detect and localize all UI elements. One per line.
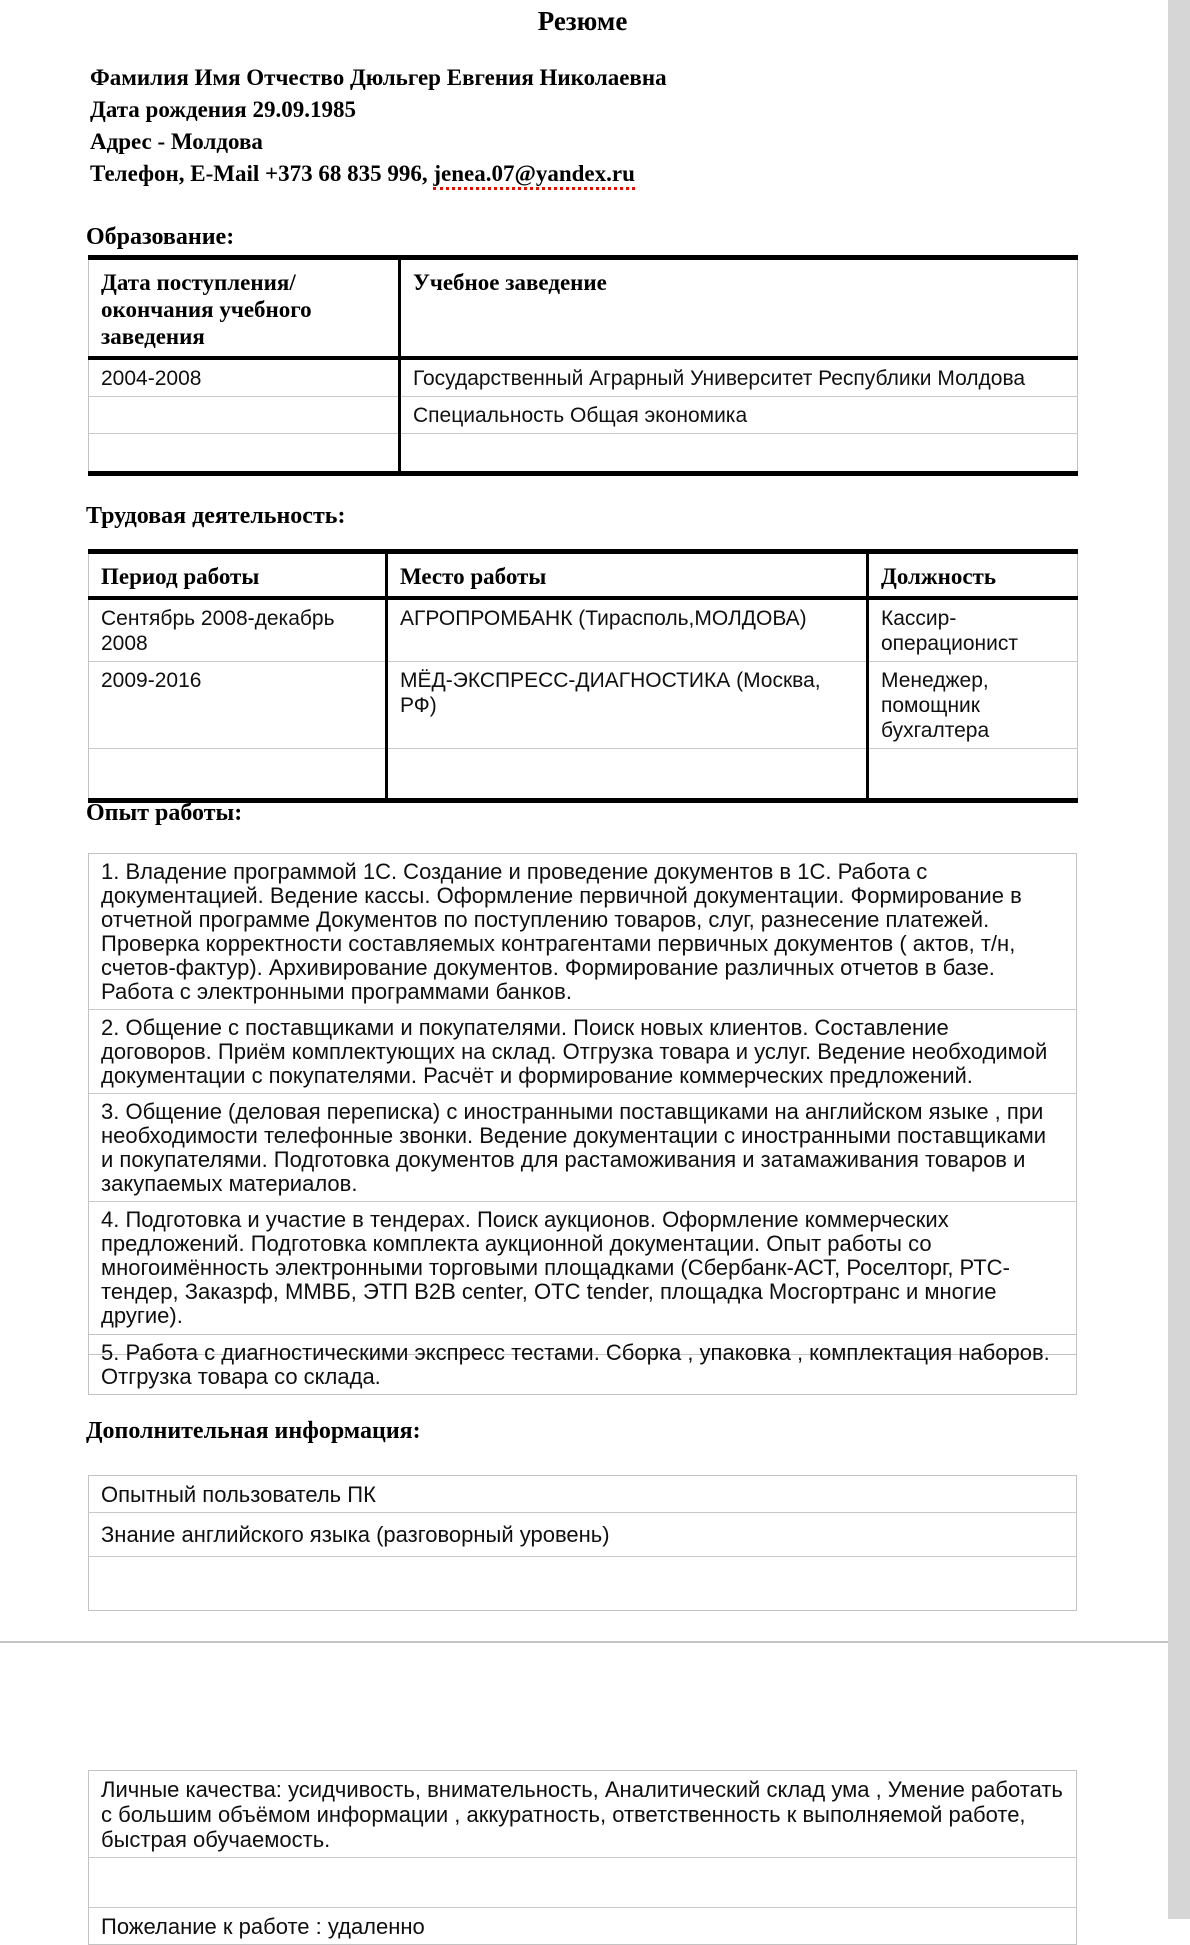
viewer-background bbox=[1168, 0, 1190, 1919]
work-heading: Трудовая деятельность: bbox=[86, 503, 346, 529]
education-period-cell: 2004-2008 bbox=[89, 358, 400, 397]
education-header-row bbox=[89, 258, 1078, 359]
work-place-cell bbox=[387, 749, 868, 801]
table-row bbox=[89, 662, 1078, 749]
table-row bbox=[89, 1335, 1077, 1395]
education-institution-cell bbox=[400, 434, 1078, 474]
experience-item-2: 2. Общение с поставщиками и покупателями. Поиск новых клиентов. Составление договоров. Приём комплектующих на склад. Отгрузка товара и услуг. Ведение необходимой документации с покупателями. Расчёт и формирование коммерческих предложений. bbox=[89, 1010, 1077, 1094]
education-period-cell bbox=[89, 397, 400, 434]
education-institution-cell: Государственный Аграрный Университет Республики Молдова bbox=[413, 367, 1026, 390]
table-row bbox=[89, 1094, 1077, 1202]
work-col-header-period: Период работы bbox=[89, 552, 387, 599]
work-position-cell: Менеджер, помощник бухгалтера bbox=[868, 662, 1078, 749]
birth-date-line: Дата рождения 29.09.1985 bbox=[90, 97, 356, 122]
personal-empty-cell bbox=[89, 1858, 1077, 1908]
full-name-line: Фамилия Имя Отчество Дюльгер Евгения Николаевна bbox=[90, 65, 667, 90]
work-place-cell: МЁД-ЭКСПРЕСС-ДИАГНОСТИКА (Москва, РФ) bbox=[387, 662, 868, 749]
table-row bbox=[89, 749, 1078, 801]
table-row bbox=[89, 1010, 1077, 1094]
table-row bbox=[89, 1513, 1077, 1557]
table-row bbox=[89, 1202, 1077, 1355]
work-header-row bbox=[89, 552, 1078, 599]
personal-wish-cell: Пожелание к работе : удаленно bbox=[89, 1908, 1077, 1945]
work-period-cell: 2009-2016 bbox=[89, 662, 387, 749]
table-row bbox=[89, 434, 1078, 474]
experience-table bbox=[88, 853, 1077, 1355]
table-row bbox=[89, 1858, 1077, 1908]
education-institution-cell: Специальность Общая экономика bbox=[400, 397, 1078, 434]
additional-heading: Дополнительная информация: bbox=[86, 1418, 421, 1444]
work-col-header-place: Место работы bbox=[387, 552, 868, 599]
work-period-cell bbox=[89, 749, 387, 801]
phone-email-prefix: Телефон, E-Mail +373 68 835 996, bbox=[90, 161, 434, 186]
education-col-header-institution: Учебное заведение bbox=[400, 258, 1078, 359]
education-table bbox=[88, 255, 1078, 476]
experience-heading: Опыт работы: bbox=[86, 800, 243, 826]
email-link[interactable]: jenea.07@yandex.ru bbox=[433, 161, 635, 190]
experience-item-5: 5. Работа с диагностическими экспресс тестами. Сборка , упаковка , комплектация наборов. Отгрузка товара со склада. bbox=[101, 1340, 1050, 1389]
experience-item-4: 4. Подготовка и участие в тендерах. Поиск аукционов. Оформление коммерческих предложений. Подготовка комплекта аукционной документации. Опыт работы со многоимённость электронными торговыми площадками (Сбербанк-АСТ, Роселторг, РТС-тендер, Заказрф, ММВБ, ЭТП B2B center, OTC tender, площадка Мосгортранс и многие другие). bbox=[89, 1202, 1077, 1355]
table-row bbox=[89, 397, 1078, 434]
page-break-line bbox=[0, 1641, 1168, 1643]
table-row bbox=[89, 358, 1078, 397]
phone-email-line bbox=[90, 158, 1090, 190]
personal-qualities-cell: Личные качества: усидчивость, внимательность, Аналитический склад ума , Умение работать с большим объёмом информации , аккуратность, ответственность к выполняемой работе, быстрая обучаемость. bbox=[101, 1777, 1063, 1852]
contact-block bbox=[90, 62, 1090, 190]
additional-skill-english: Знание английского языка (разговорный уровень) bbox=[89, 1513, 1077, 1557]
experience-item5-table bbox=[88, 1334, 1077, 1395]
page-title: Резюме bbox=[537, 6, 628, 36]
table-row bbox=[89, 1557, 1077, 1611]
education-col-header-period: Дата поступления/ окончания учебного заведения bbox=[89, 258, 400, 359]
experience-item-3: 3. Общение (деловая переписка) с иностранными поставщиками на английском языке , при необходимости телефонные звонки. Ведение документации с иностранными поставщиками и покупателями. Подготовка документов для растаможивания и затамаживания товаров и закупаемых материалов. bbox=[89, 1094, 1077, 1202]
additional-skill-pc: Опытный пользователь ПК bbox=[101, 1482, 376, 1507]
work-place-cell: АГРОПРОМБАНК (Тирасполь,МОЛДОВА) bbox=[387, 598, 868, 662]
work-col-header-position: Должность bbox=[868, 552, 1078, 599]
address-line: Адрес - Молдова bbox=[90, 129, 263, 154]
additional-empty-cell bbox=[89, 1557, 1077, 1611]
table-row bbox=[89, 598, 1078, 662]
table-row bbox=[89, 854, 1077, 1010]
work-period-cell: Сентябрь 2008-декабрь 2008 bbox=[89, 598, 387, 662]
table-row bbox=[89, 1908, 1077, 1945]
table-row bbox=[89, 1771, 1077, 1858]
experience-item-1: 1. Владение программой 1С. Создание и проведение документов в 1С. Работа с документацией. Ведение кассы. Оформление первичной документации. Формирование в отчетной программе Документов по поступлению товаров, слуг, разнесение платежей. Проверка корректности составляемых контрагентами первичных документов ( актов, т/н, счетов-фактур). Архивирование документов. Формирование различных отчетов в базе. Работа с электронными программами банков. bbox=[101, 859, 1022, 1004]
education-heading: Образование: bbox=[86, 224, 235, 250]
work-position-cell bbox=[868, 749, 1078, 801]
work-table bbox=[88, 549, 1078, 803]
education-period-cell bbox=[89, 434, 400, 474]
work-position-cell: Кассир-операционист bbox=[881, 607, 1018, 655]
table-row bbox=[89, 1476, 1077, 1513]
additional-table bbox=[88, 1475, 1077, 1611]
